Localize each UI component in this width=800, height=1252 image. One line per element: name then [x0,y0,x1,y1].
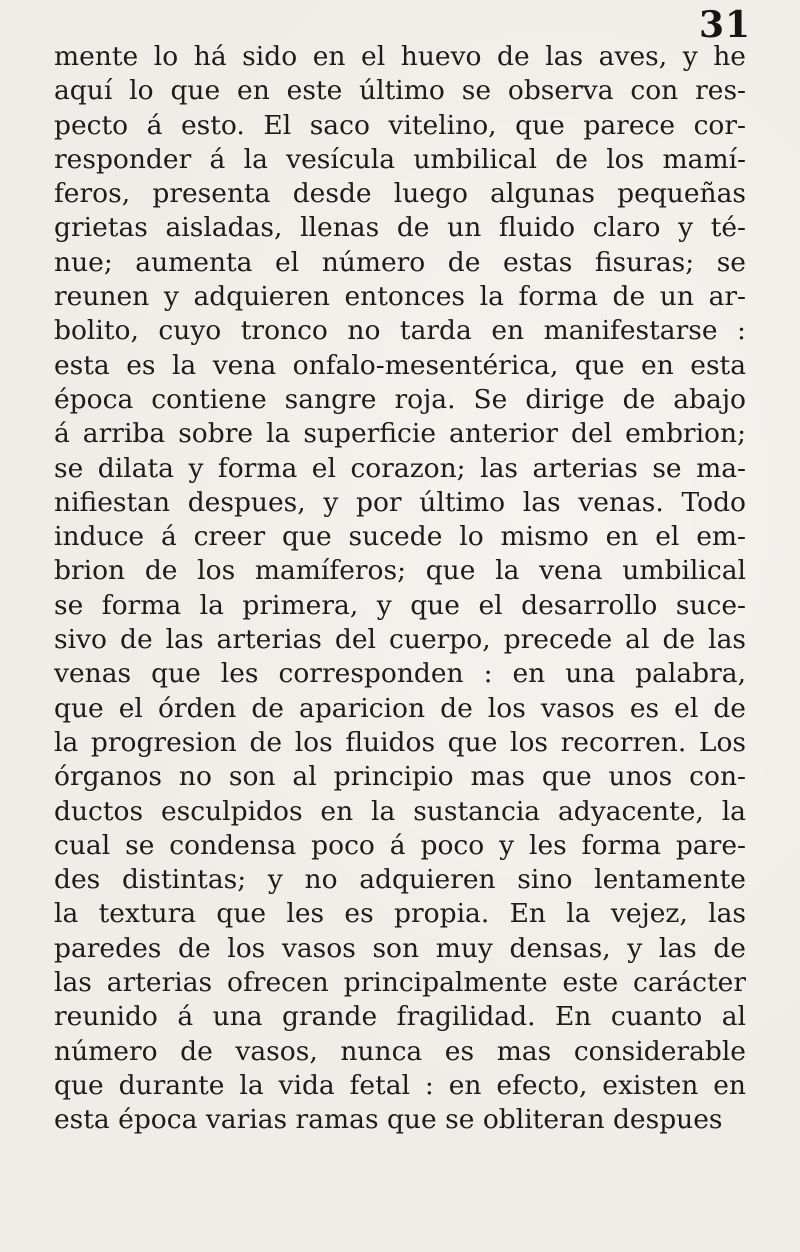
text-line: esta época varias ramas que se obliteran despues [54,1104,723,1136]
text-line: cual se condensa poco á poco y les forma pare- [54,829,746,861]
text-line: aquí lo que en este último se observa con res- [54,75,746,107]
text-line: grietas aisladas, llenas de un fluido claro y té- [54,212,746,244]
text-line: que durante la vida fetal : en efecto, existen en [54,1069,746,1101]
text-line: sivo de las arterias del cuerpo, precede al de las [54,624,746,656]
text-line: pecto á esto. El saco vitelino, que parece cor- [54,109,746,141]
text-line: la textura que les es propia. En la vejez, las [54,898,746,930]
text-line: la progresion de los fluidos que los recorren. Los [54,726,746,758]
text-line: ductos esculpidos en la sustancia adyacente, la [54,795,746,827]
text-line: brion de los mamíferos; que la vena umbilical [54,555,746,587]
page-number: 31 [699,4,752,46]
text-line: responder á la vesícula umbilical de los mamí- [54,143,746,175]
text-line: órganos no son al principio mas que unos con- [54,761,746,793]
text-line: se dilata y forma el corazon; las arterias se ma- [54,452,746,484]
text-line: venas que les corresponden : en una palabra, [54,658,746,690]
text-line: des distintas; y no adquieren sino lentamente [54,864,746,896]
text-line: feros, presenta desde luego algunas pequeñas [54,178,746,210]
text-line: época contiene sangre roja. Se dirige de abajo [54,383,746,415]
text-line: reunen y adquieren entonces la forma de un ar- [54,281,746,313]
text-line: nifiestan despues, y por último las venas. Todo [54,486,746,518]
text-line: esta es la vena onfalo-mesentérica, que en esta [54,349,746,381]
text-line: induce á creer que sucede lo mismo en el em- [54,521,746,553]
text-line: reunido á una grande fragilidad. En cuanto al [54,1001,746,1033]
body-text [54,40,746,1138]
text-line: se forma la primera, y que el desarrollo suce- [54,589,746,621]
text-line: á arriba sobre la superficie anterior del embrion; [54,418,746,450]
text-line: número de vasos, nunca es mas considerable [54,1035,746,1067]
text-line: que el órden de aparicion de los vasos es el de [54,692,746,724]
text-line: mente lo há sido en el huevo de las aves, y he [54,41,746,72]
text-line: las arterias ofrecen principalmente este carácter [54,967,746,999]
text-line: paredes de los vasos son muy densas, y las de [54,932,746,964]
text-line: bolito, cuyo tronco no tarda en manifestarse : [54,315,746,347]
text-line: nue; aumenta el número de estas fisuras; se [54,246,746,278]
